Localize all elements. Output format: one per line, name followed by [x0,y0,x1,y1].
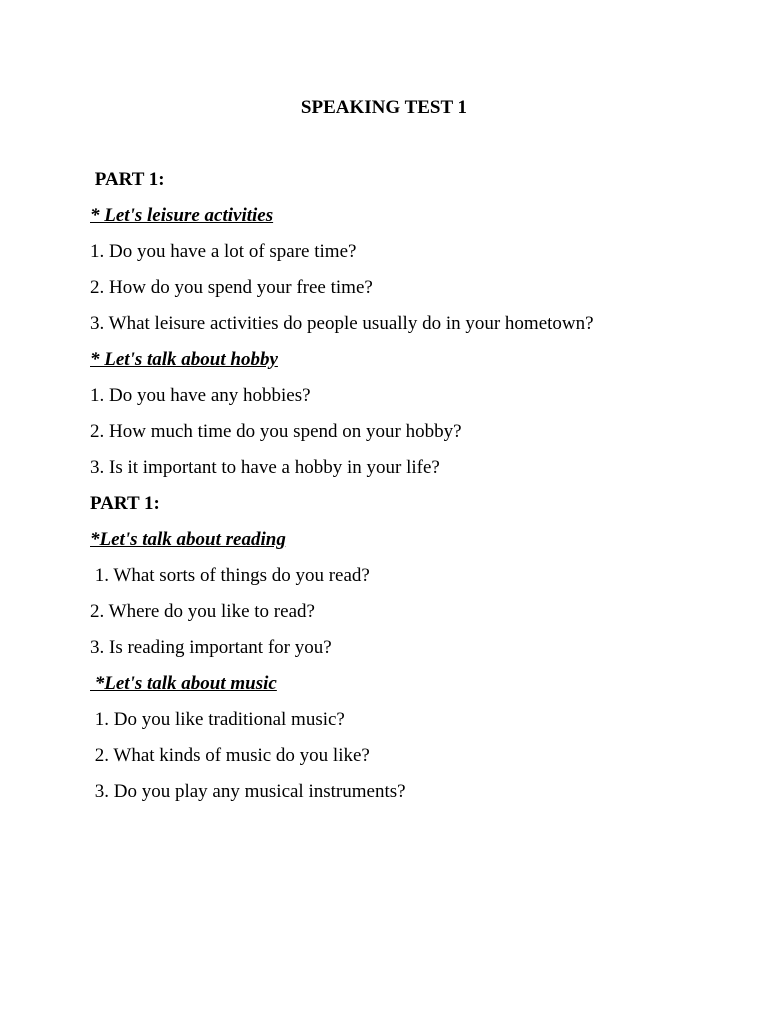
question-item: 3. What leisure activities do people usually do in your hometown? [90,313,594,334]
topic-heading-hobby: * Let's talk about hobby [90,349,278,370]
question-item: 2. How much time do you spend on your hobby? [90,421,462,442]
question-item: 1. Do you have any hobbies? [90,385,311,406]
question-item: 1. Do you like traditional music? [90,709,345,730]
topic-heading-music: *Let's talk about music [90,673,277,694]
topic-heading-reading: *Let's talk about reading [90,529,286,550]
question-item: 3. Is reading important for you? [90,637,332,658]
topic-heading-leisure: * Let's leisure activities [90,205,274,226]
question-item: 3. Is it important to have a hobby in your life? [90,457,440,478]
question-item: 2. What kinds of music do you like? [90,745,370,766]
page-title: SPEAKING TEST 1 [300,97,468,118]
question-item: 3. Do you play any musical instruments? [90,781,406,802]
question-item: 1. Do you have a lot of spare time? [90,241,357,262]
part-label: PART 1: [90,169,165,190]
question-item: 2. How do you spend your free time? [90,277,373,298]
question-item: 2. Where do you like to read? [90,601,315,622]
question-item: 1. What sorts of things do you read? [90,565,370,586]
part-label: PART 1: [90,493,160,514]
